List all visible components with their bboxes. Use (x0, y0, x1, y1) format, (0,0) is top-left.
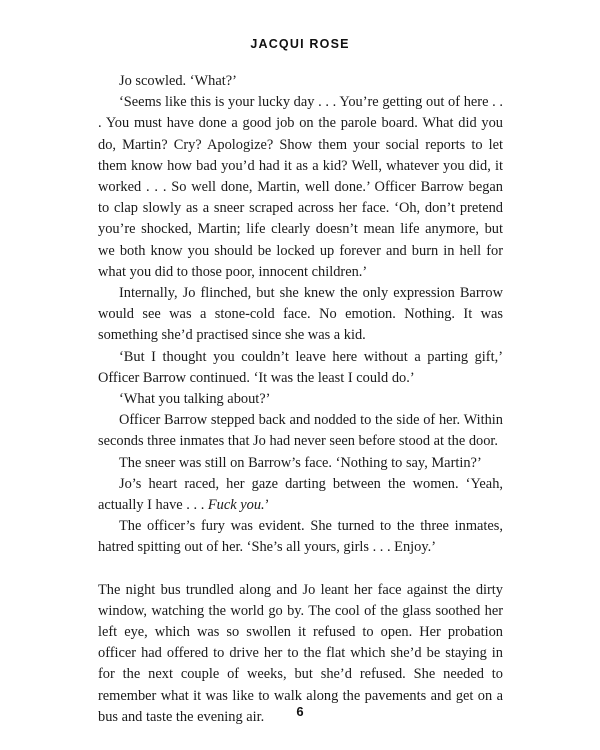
paragraph: The officer’s fury was evident. She turned to the three inmates, hatred spitting out of her. ‘She’s all yours, girls . . . Enjoy.’ (98, 518, 503, 556)
paragraph: The sneer was still on Barrow’s face. ‘Nothing to say, Martin?’ (119, 454, 482, 471)
paragraph: Internally, Jo flinched, but she knew the only expression Barrow would see was a stone-cold face. No emotion. Nothing. It was something she’d practised since she was a kid. (98, 285, 503, 344)
paragraph: Jo scowled. ‘What?’ (119, 73, 237, 89)
italic-text: Fuck you. (207, 497, 265, 514)
page-number: 6 (296, 704, 304, 719)
dialogue-text: Jo’s heart raced, her gaze darting between the women. ‘Yeah, actually I have . . . (98, 475, 503, 514)
paragraph: ‘But I thought you couldn’t leave here without a parting gift,’ Officer Barrow continued. ‘It was the least I could do.’ (98, 348, 503, 386)
paragraph: ‘Seems like this is your lucky day . . . You’re getting out of here . . . You must have done a good job on the parole board. What did you do, Martin? Cry? Apologize? Show them your social reports to let them know how bad you’d had it as a kid? Well, whatever you did, it worked . . . So well done, Martin, well done.’ Officer Barrow began to clap slowly as a sneer scraped across her face. ‘Oh, don’t pretend you’re shocked, Martin; life clearly doesn’t mean life anymore, but we both know you should be locked up forever and burn in hell for what you did to those poor, innocent children.’ (98, 94, 503, 280)
running-head: JACQUI ROSE (250, 37, 350, 51)
paragraph (98, 474, 503, 516)
paragraph: Officer Barrow stepped back and nodded to the side of her. Within seconds three inmates that Jo had never seen before stood at the door. (98, 412, 503, 450)
paragraph: ‘What you talking about?’ (119, 391, 271, 408)
section-opening-paragraph: The night bus trundled along and Jo leant her face against the dirty window, watching the world go by. The cool of the glass soothed her left eye, which was so swollen it refused to open. Her probation officer had offered to drive her to the flat which she’d be staying in for the next couple of weeks, but she’d refused. She needed to remember what it was like to walk along the pavements and get on a bus and taste the evening air. (98, 581, 503, 725)
body-text (98, 71, 503, 728)
closing-quote: ’ (264, 497, 270, 514)
